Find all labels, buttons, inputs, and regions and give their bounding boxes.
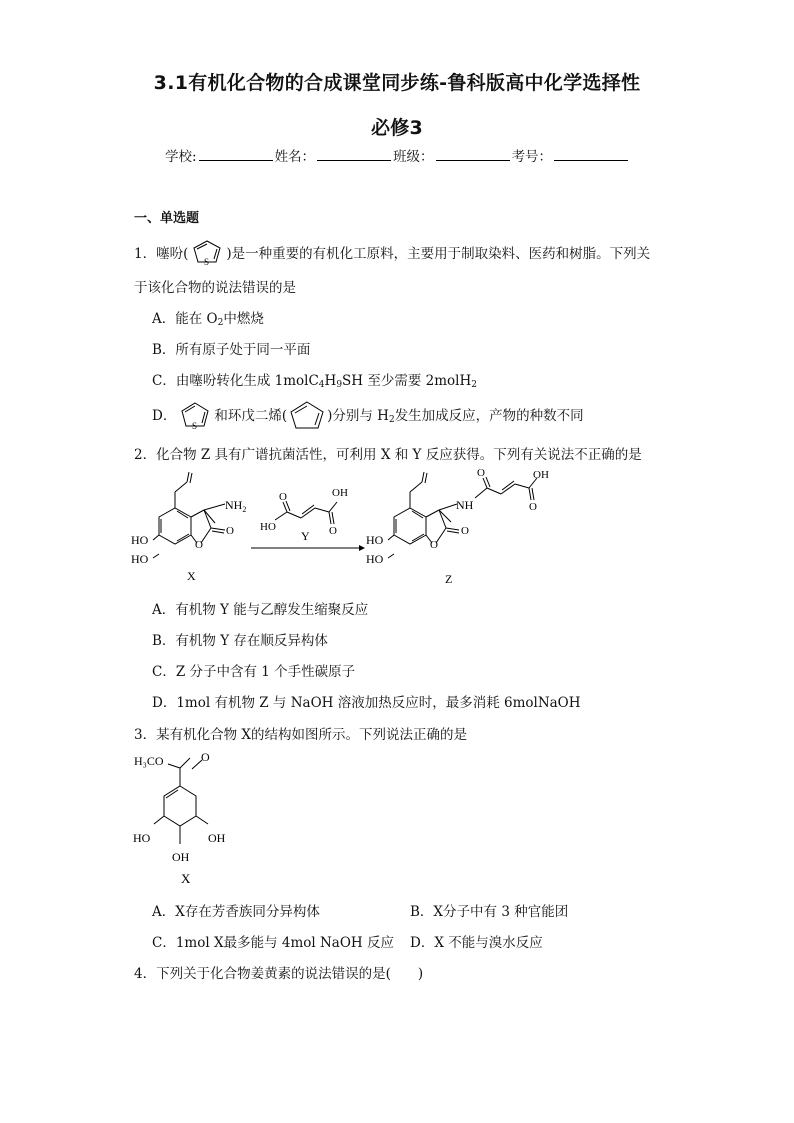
question-text: 某有机化合物 X的结构如图所示。下列说法正确的是 (156, 727, 467, 743)
option-text: 发生加成反应，产物的种数不同 (394, 408, 584, 424)
methoxy-label: H₃CO (134, 754, 164, 768)
thiophene-structure (176, 400, 214, 430)
arrow-head (359, 545, 365, 551)
x-ho-label-2: HO (131, 552, 149, 566)
name-blank[interactable] (317, 146, 391, 161)
z-nh-label: NH (456, 498, 474, 512)
question-1-stem-line2: 于该化合物的说法错误的是 (134, 280, 296, 296)
question-2-option-d[interactable]: D．1mol 有机物 Z 与 NaOH 溶液加热反应时，最多消耗 6molNaOH (152, 695, 581, 711)
z-oxygen-label-1: O (477, 468, 485, 479)
hydroxyl-left-label: HO (133, 831, 151, 845)
subscript: 2 (388, 415, 395, 425)
thiophene-structure (188, 238, 226, 266)
question-3-option-d[interactable]: D．X 不能与溴水反应 (410, 935, 543, 951)
x-ho-label-1: HO (131, 533, 149, 547)
z-ho-label-1: HO (366, 533, 384, 547)
compound-label: X (181, 871, 191, 886)
reaction-scheme (125, 468, 565, 586)
compound-x-label: X (187, 569, 196, 583)
question-4-stem (134, 962, 423, 982)
question-3-option-a[interactable]: A．X存在芳香族同分异构体 (152, 904, 320, 920)
hydroxyl-bottom-label: OH (172, 850, 190, 864)
y-ho-label: HO (260, 521, 276, 533)
question-2-stem (134, 443, 642, 463)
question-text: 噻吩( (156, 246, 189, 262)
cyclopentadiene-structure (287, 400, 327, 430)
y-oxygen-label-1: O (279, 491, 287, 503)
carbonyl-oxygen-label: O (201, 750, 210, 764)
school-label: 学校: (165, 149, 197, 165)
class-blank[interactable] (436, 146, 510, 161)
school-field[interactable] (165, 145, 275, 165)
sulfur-label: S (192, 421, 198, 430)
z-ho-label-2: HO (366, 552, 384, 566)
question-number: 4． (134, 966, 157, 982)
option-text: H (324, 373, 337, 389)
hydroxyl-right-label: OH (208, 831, 226, 845)
option-text: C．由噻吩转化生成 1molC (152, 373, 319, 389)
z-oxygen-label-2: O (529, 501, 537, 513)
option-text: 和环戊二烯( (214, 408, 288, 424)
option-text: A．能在 O (152, 311, 218, 327)
z-oh-label: OH (533, 469, 549, 481)
question-1-option-b[interactable]: B．所有原子处于同一平面 (152, 342, 311, 358)
compound-y-label: Y (301, 529, 310, 543)
z-carbonyl-oxygen-label: O (461, 525, 469, 537)
page-title-line2: 必修3 (370, 117, 424, 139)
student-info-row (165, 145, 630, 165)
name-label: 姓名： (274, 149, 316, 165)
compound-y-structure (275, 501, 337, 524)
section-heading: 一、单选题 (134, 211, 200, 226)
exam-number-blank[interactable] (554, 146, 628, 161)
class-label: 班级： (393, 149, 434, 165)
question-2-option-a[interactable]: A．有机物 Y 能与乙醇发生缩聚反应 (152, 602, 369, 618)
compound-x-q3-structure (128, 748, 258, 888)
class-field[interactable] (393, 145, 512, 165)
subscript: 9 (336, 380, 343, 390)
question-1-option-a[interactable] (152, 307, 264, 328)
question-2-option-c[interactable]: C．Z 分子中含有 1 个手性碳原子 (152, 664, 356, 680)
question-3-stem (134, 723, 467, 743)
exam-number-label: 考号： (511, 149, 553, 165)
question-1-stem-line1 (134, 238, 650, 266)
option-text: SH 至少需要 2molH (342, 373, 472, 389)
sulfur-label: S (204, 257, 210, 266)
question-3-option-c[interactable]: C．1mol X最多能与 4mol NaOH 反应 (152, 935, 394, 951)
question-number: 2． (134, 447, 157, 463)
question-text: 化合物 Z 具有广谱抗菌活性，可利用 X 和 Y 反应获得。下列有关说法不正确的是 (156, 447, 642, 463)
z-ring-oxygen-label: O (430, 539, 438, 551)
subscript: 2 (471, 380, 477, 390)
question-text: 下列关于化合物姜黄素的说法错误的是( ) (156, 966, 424, 982)
option-text: )分别与 H (327, 408, 389, 424)
question-number: 1． (134, 246, 157, 262)
exam-number-field[interactable] (512, 145, 631, 165)
option-text: 中燃烧 (223, 311, 264, 327)
question-1-option-c[interactable] (152, 369, 477, 390)
question-1-option-d[interactable] (152, 400, 584, 430)
x-ring-oxygen-label: O (195, 539, 203, 551)
compound-x-structure (151, 472, 225, 544)
subscript: 4 (318, 380, 325, 390)
y-oxygen-label-2: O (329, 525, 337, 537)
compound-z-label: Z (445, 572, 453, 586)
school-blank[interactable] (199, 146, 273, 161)
question-number: 3． (134, 727, 157, 743)
name-field[interactable] (275, 145, 394, 165)
subscript: 2 (217, 318, 224, 328)
x-nh2-label: $NH_2$ (225, 498, 247, 514)
option-text: D． (152, 408, 177, 424)
question-3-option-b[interactable]: B．X分子中有 3 种官能团 (410, 904, 569, 920)
y-oh-label: OH (332, 487, 348, 499)
x-carbonyl-oxygen-label: O (226, 525, 234, 537)
question-text: )是一种重要的有机化工原料，主要用于制取染料、医药和树脂。下列关 (226, 246, 651, 262)
question-2-option-b[interactable]: B．有机物 Y 存在顺反异构体 (152, 633, 328, 649)
page-title-line1: 3.1有机化合物的合成课堂同步练-鲁科版高中化学选择性 (153, 72, 641, 94)
